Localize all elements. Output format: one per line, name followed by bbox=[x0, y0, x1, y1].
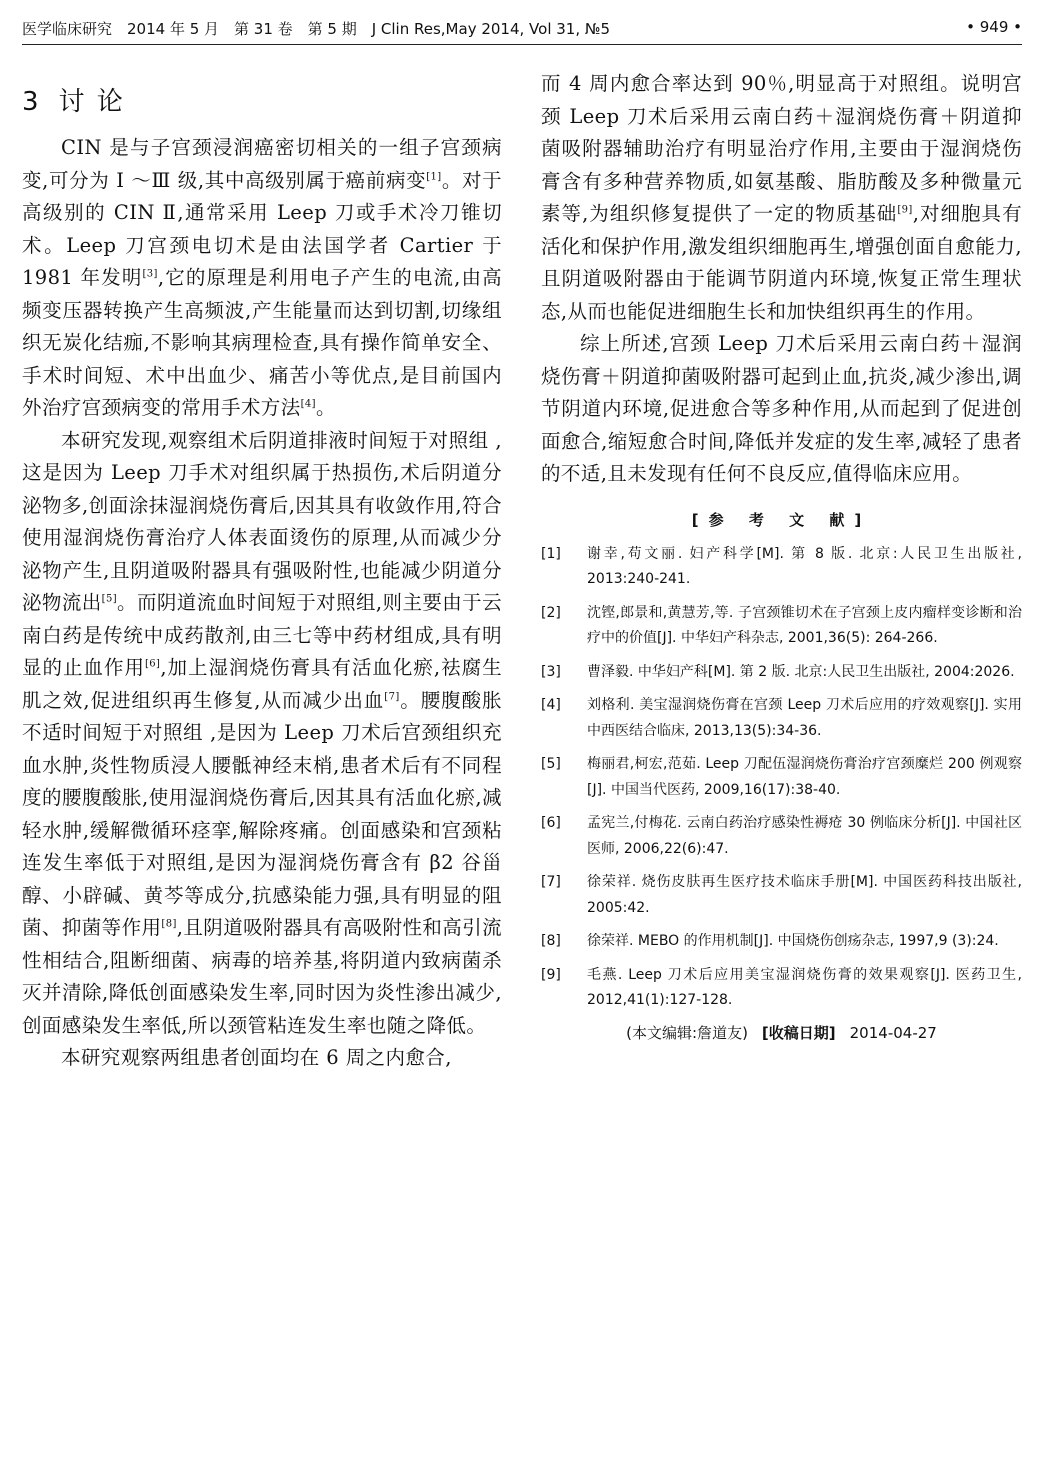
header-rule bbox=[22, 44, 1022, 45]
reference-number: [1] bbox=[541, 545, 561, 562]
paragraph-healing-start: 本研究观察两组患者创面均在 6 周之内愈合, bbox=[61, 1046, 452, 1069]
reference-number: [4] bbox=[541, 697, 561, 713]
section-title: 讨 论 bbox=[58, 87, 125, 117]
text-run: ,且阴道吸附器具有高吸附性和高引流性相结合,阻断细菌、病毒的培养基,将阴道内致病菌杀灭并清除,降低创面感染发生率,同时因为炎性渗出减少,创面感染发生率低,所以颈管粘连发生率也随之降低。 bbox=[22, 916, 502, 1037]
editor-line bbox=[541, 1022, 1022, 1043]
text-run: ,它的原理是利用电子产生的电流,由高频变压器转换产生高频波,产生能量而达到切割,切缘组织无炭化结痂,不影响其病理检查,具有操作简单安全、手术时间短、术中出血少、痛苦小等优点,是目前国内外治疗宫颈病变的常用手术方法 bbox=[22, 266, 502, 419]
paragraph-intro-cin bbox=[22, 132, 502, 425]
text-run: 。而阴道流血时间短于对照组,则主要由于云南白药是传统中成药散剂,由三七等中药材组成,具有明显的止血作用 bbox=[22, 591, 502, 679]
section-number: 3 bbox=[22, 87, 41, 117]
editor-credit: (本文编辑:詹道友) bbox=[626, 1023, 748, 1042]
reference-item bbox=[541, 963, 1022, 1014]
reference-number: [3] bbox=[541, 663, 561, 680]
page-number: • 949 • bbox=[966, 18, 1022, 36]
reference-item bbox=[541, 870, 1022, 921]
text-run: 本研究发现,观察组术后阴道排液时间短于对照组 ,这是因为 Leep 刀手术对组织属于热损伤,术后阴道分泌物多,创面涂抹湿润烧伤膏后,因其具有收敛作用,符合使用湿润烧伤膏治疗人体表面烫伤的原理,从而减少分泌物产生,且阴道吸附器具有强吸附性,也能减少阴道分泌物流出 bbox=[22, 428, 502, 614]
citation-7[interactable]: [7] bbox=[384, 691, 400, 702]
reference-number: [2] bbox=[541, 604, 561, 621]
reference-list bbox=[541, 542, 1022, 1014]
reference-text: 曹泽毅. 中华妇产科[M]. 第 2 版. 北京:人民卫生出版社, 2004:2026. bbox=[587, 663, 1015, 680]
citation-3[interactable]: [3] bbox=[142, 268, 158, 280]
left-column bbox=[22, 68, 502, 1075]
received-label: [收稿日期] bbox=[761, 1023, 836, 1042]
section-heading bbox=[22, 82, 502, 122]
text-run: 而 4 周内愈合率达到 90％,明显高于对照组。说明宫颈 Leep 刀术后采用云南白药＋湿润烧伤膏＋阴道抑菌吸附器辅助治疗有明显治疗作用,主要由于湿润烧伤膏含有多种营养物质,如氨基酸、脂肪酸及多种微量元素等,为组织修复提供了一定的物质基础 bbox=[541, 72, 1022, 225]
text-run: 。 bbox=[315, 396, 336, 419]
reference-item bbox=[541, 542, 1022, 593]
right-column bbox=[541, 68, 1022, 1043]
reference-item bbox=[541, 752, 1022, 803]
references-heading: [参 考 文 献] bbox=[691, 510, 872, 529]
reference-number: [6] bbox=[541, 815, 561, 831]
paragraph-healing-continued bbox=[541, 68, 1022, 328]
text-run: ,加上湿润烧伤膏具有活血化瘀,祛腐生肌之效,促进组织再生修复,从而减少出血 bbox=[22, 656, 502, 712]
reference-text: 梅丽君,柯宏,范茹. Leep 刀配伍湿润烧伤膏治疗宫颈糜烂 200 例观察[J]. 中国当代医药, 2009,16(17):38-40. bbox=[587, 756, 1022, 798]
reference-number: [9] bbox=[541, 966, 561, 983]
reference-text: 徐荣祥. 烧伤皮肤再生医疗技术临床手册[M]. 中国医药科技出版社, 2005:42. bbox=[587, 874, 1022, 916]
citation-6[interactable]: [6] bbox=[144, 658, 161, 670]
text-run: 。腰腹酸胀不适时间短于对照组 ,是因为 Leep 刀术后宫颈组织充血水肿,炎性物质浸人腰骶神经末梢,患者术后有不同程度的腰腹酸胀,使用湿润烧伤膏后,因其具有活血化瘀,减轻水肿,缓解微循环痉挛,解除疼痛。创面感染和宫颈粘连发生率低于对照组,是因为湿润烧伤膏含有 β2 谷甾醇、小辟碱、黄芩等成分,抗感染能力强,具有明显的阻菌、抑菌等作用 bbox=[22, 688, 502, 939]
reference-text: 毛燕. Leep 刀术后应用美宝湿润烧伤膏的效果观察[J]. 医药卫生, 2012,41(1):127-128. bbox=[587, 966, 1022, 1008]
reference-item bbox=[541, 601, 1022, 652]
reference-item bbox=[541, 660, 1022, 686]
citation-4[interactable]: [4] bbox=[300, 398, 316, 410]
reference-number: [8] bbox=[541, 933, 561, 949]
reference-text: 谢幸,苟文丽. 妇产科学[M]. 第 8 版. 北京:人民卫生出版社, 2013:240-241. bbox=[587, 545, 1022, 587]
reference-text: 孟宪兰,付梅花. 云南白药治疗感染性褥疮 30 例临床分析[J]. 中国社区医师, 2006,22(6):47. bbox=[587, 815, 1022, 857]
paragraph-findings bbox=[22, 425, 502, 1043]
citation-8[interactable]: [8] bbox=[161, 918, 177, 930]
reference-item bbox=[541, 811, 1022, 862]
reference-text: 沈铿,郎景和,黄慧芳,等. 子宫颈锥切术在子宫颈上皮内瘤样变诊断和治疗中的价值[J]. 中华妇产科杂志, 2001,36(5): 264-266. bbox=[587, 604, 1022, 646]
text-run: CIN 是与子宫颈浸润癌密切相关的一组子宫颈病变,可分为 Ⅰ ～Ⅲ 级,其中高级别属于癌前病变 bbox=[22, 136, 502, 192]
text-run: 。对于高级别的 CIN Ⅱ,通常采用 Leep 刀或手术冷刀锥切术。Leep 刀宫颈电切术是由法国学者 Cartier 于 1981 年发明 bbox=[22, 168, 502, 289]
journal-header-left: 医学临床研究 2014 年 5 月 第 31 卷 第 5 期 J Clin Res,May 2014, Vol 31, №5 bbox=[22, 20, 611, 38]
reference-item bbox=[541, 929, 1022, 955]
citation-1[interactable]: [1] bbox=[426, 171, 442, 182]
running-header bbox=[22, 14, 1022, 42]
text-run: ,对细胞具有活化和保护作用,激发组织细胞再生,增强创面自愈能力,且阴道吸附器由于能调节阴道内环境,恢复正常生理状态,从而也能促进细胞生长和加快组织再生的作用。 bbox=[541, 202, 1022, 323]
citation-5[interactable]: [5] bbox=[101, 593, 118, 605]
paragraph-conclusion: 综上所述,宫颈 Leep 刀术后采用云南白药＋湿润烧伤膏＋阴道抑菌吸附器可起到止血,抗炎,减少渗出,调节阴道内环境,促进愈合等多种作用,从而起到了促进创面愈合,缩短愈合时间,降低并发症的发生率,减轻了患者的不适,且未发现有任何不良反应,值得临床应用。 bbox=[541, 332, 1022, 485]
reference-number: [5] bbox=[541, 756, 561, 772]
reference-text: 刘格利. 美宝湿润烧伤膏在宫颈 Leep 刀术后应用的疗效观察[J]. 实用中西医结合临床, 2013,13(5):34-36. bbox=[587, 697, 1022, 739]
reference-text: 徐荣祥. MEBO 的作用机制[J]. 中国烧伤创疡杂志, 1997,9 (3):24. bbox=[587, 933, 999, 949]
reference-number: [7] bbox=[541, 874, 561, 890]
citation-9[interactable]: [9] bbox=[897, 204, 913, 216]
reference-item bbox=[541, 693, 1022, 744]
received-date: 2014-04-27 bbox=[849, 1023, 937, 1042]
